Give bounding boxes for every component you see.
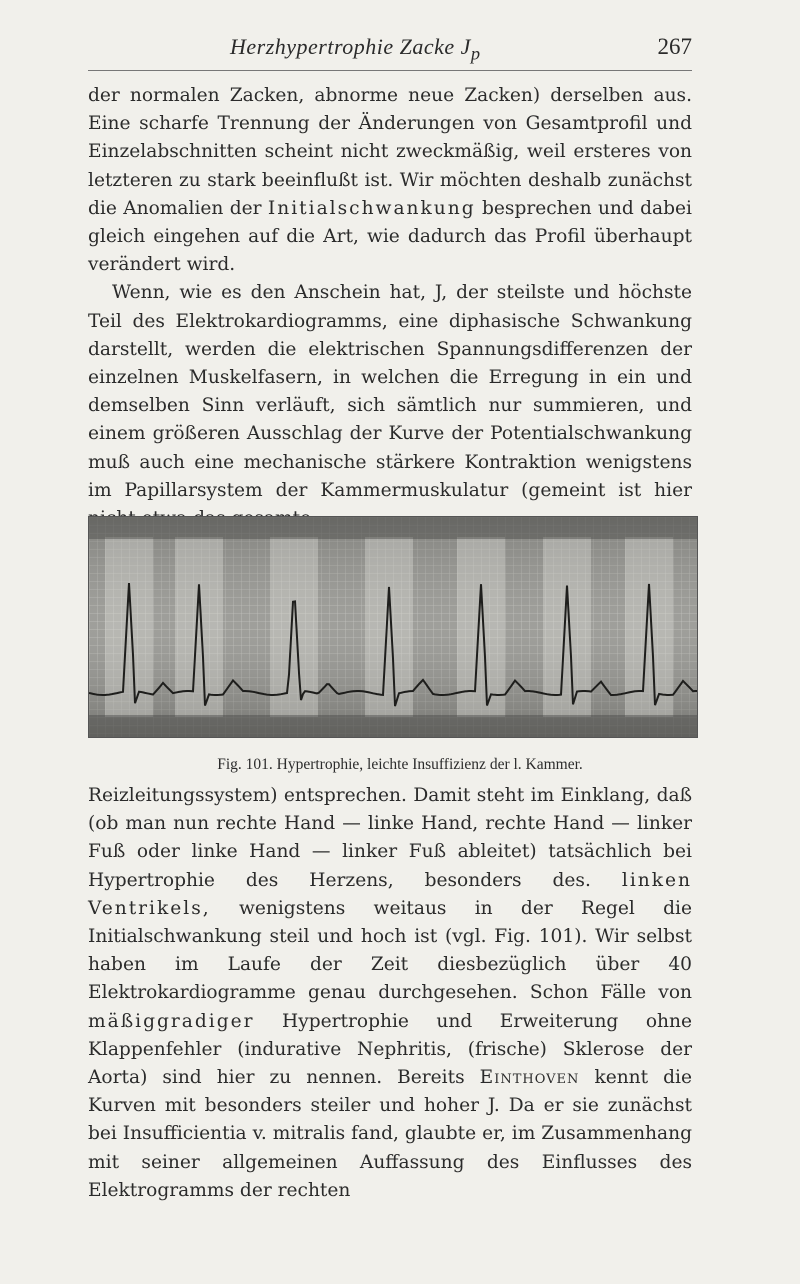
figure-caption: Fig. 101. Hypertrophie, leichte Insuffizienz der l. Kammer. [217,756,583,773]
author-einthoven: Einthoven [479,1067,580,1089]
ecg-light-band [175,537,223,717]
paragraph-1: der normalen Zacken, abnorme neue Zacken) derselben aus. Eine scharfe Trennung der Änderungen von Gesamtprofil und Einzelabschnitten scheint nicht zweckmäßig, weil ersteres von letzteren zu stark beeinflußt ist. Wir möchten deshalb zunächst die Anomalien der Initialschwankung besprechen und dabei gleich eingehen auf die Art, wie dadurch das Profil überhaupt verändert wird. [88,85,692,276]
running-header [88,32,692,72]
emphasis-initialschwankung: Initialschwankung [267,197,476,219]
paragraph-3: Reizleitungssystem) entsprechen. Damit steht im Einklang, daß (ob man nun rechte Hand — linke Hand, rechte Hand — linker Fuß oder linke Hand — linker Fuß ableitet) tatsächlich bei Hypertrophie des Herzens, besonders des. linken Ventrikels, wenigstens weitaus in der Regel die Initialschwankung steil und hoch ist (vgl. Fig. 101). Wir selbst haben im Laufe der Zeit diesbezüglich über 40 Elektrokardiogramme genau durchgesehen. Schon Fälle von mäßiggradiger Hypertrophie und Erweiterung ohne Klappenfehler (indurative Nephritis, (frische) Sklerose der Aorta) sind hier zu nennen. Bereits Einthoven kennt die Kurven mit besonders steiler und hoher J. Da er sie zunächst bei Insufficientia v. mitralis fand, glaubte er, im Zusammenhang mit seiner allgemeinen Auffassung des Einflusses des Elektrogramms der rechten [88,785,692,1201]
ecg-light-band [457,537,505,717]
ecg-figure [88,516,698,738]
ecg-bands [105,537,673,717]
body-text-top [88,82,692,533]
ecg-light-band [270,537,318,717]
page-number: 267 [657,34,692,59]
subscript-p: p [470,43,481,64]
ecg-light-band [625,537,673,717]
ecg-trace-image [89,517,697,737]
emphasis-maessiggradiger: mäßiggradiger [88,1010,255,1032]
ecg-bottom-edge [89,715,697,737]
paragraph-2: Wenn, wie es den Anschein hat, J, der steilste und höchste Teil des Elektrokardiogramms, eine diphasische Schwankung darstellt, werden die elektrischen Spannungsdifferenzen der einzelnen Muskelfasern, in welchen die Erregung in ein und demselben Sinn verläuft, sich sämtlich nur summieren, und einem größeren Ausschlag der Kurve der Potentialschwankung muß auch eine mechanische stärkere Kontraktion wenigstens im Papillarsystem der Kammermuskulatur (gemeint ist hier [88,282,692,501]
body-text-bottom [88,782,692,1205]
ecg-top-edge [89,517,697,539]
header-rule [88,70,692,71]
ecg-light-band [105,537,153,717]
running-title: Herzhypertrophie Zacke $J_p$ [230,34,481,64]
emphasis-linken-ventrikels: linken Ventrikels, [88,869,692,919]
ecg-light-band [365,537,413,717]
